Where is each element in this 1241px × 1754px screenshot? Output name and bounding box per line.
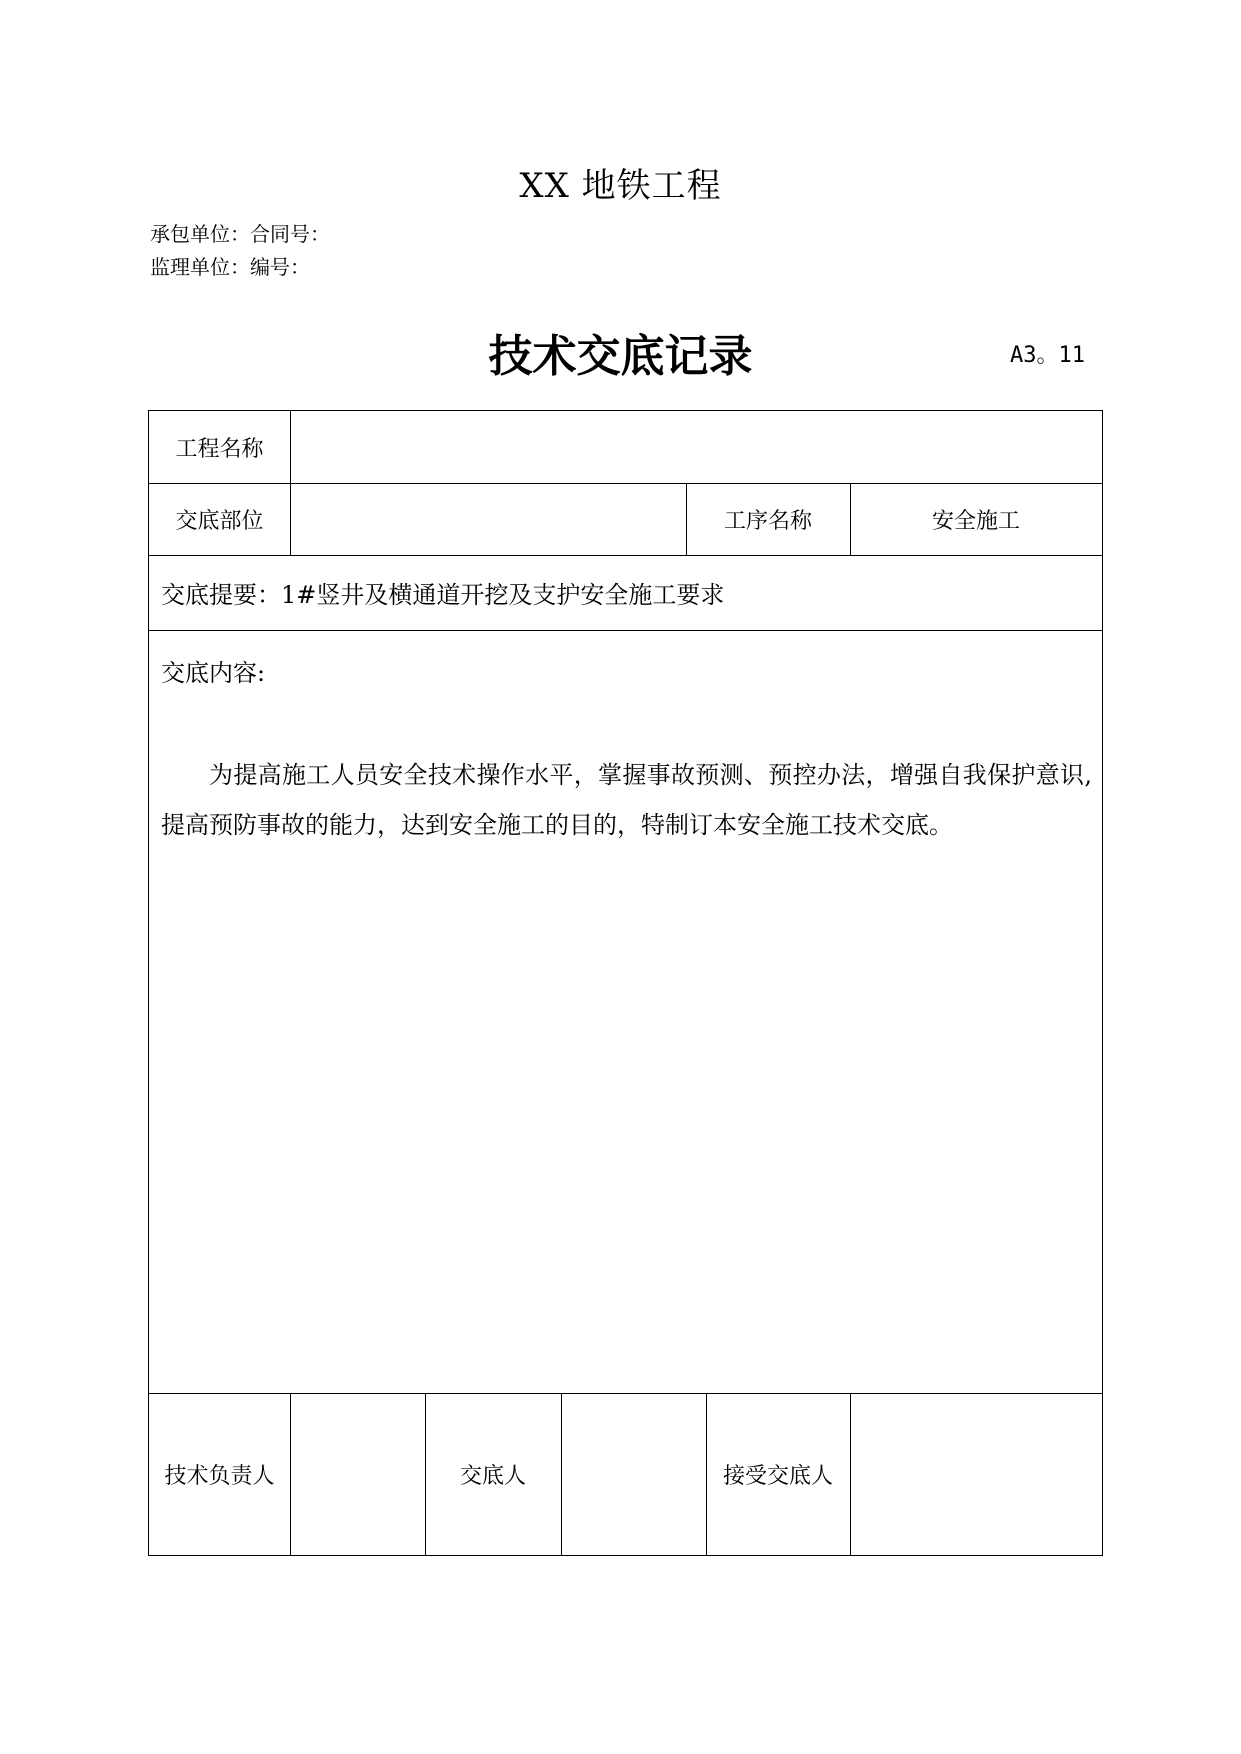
project-name-label: 工程名称 [175,436,264,462]
document-title: 技术交底记录 [488,331,753,382]
content-label: 交底内容: [161,659,266,687]
record-table [148,410,1103,1556]
summary-text: 交底提要：1#竖井及横通道开挖及支护安全施工要求 [161,581,725,609]
process-label: 工序名称 [723,508,812,534]
tech-lead-label: 技术负责人 [164,1463,275,1489]
receiver-label: 接受交底人 [722,1463,833,1489]
receiver-signature[interactable] [850,1393,1102,1555]
process-value[interactable]: 安全施工 [931,508,1020,534]
supervisor-line: 监理单位：编号： [150,255,310,279]
form-code: A3。11 [1010,343,1085,368]
content-area[interactable] [149,630,1102,1393]
tech-lead-signature[interactable] [290,1393,425,1555]
location-value[interactable] [290,483,686,555]
project-name-value[interactable] [290,411,1102,483]
contractor-line: 承包单位：合同号： [150,222,330,246]
content-body: 为提高施工人员安全技术操作水平，掌握事故预测、预控办法，增强自我保护意识,提高预防事故的能力，达到安全施工的目的，特制订本安全施工技术交底。 [161,761,1092,839]
presenter-signature[interactable] [561,1393,706,1555]
location-label: 交底部位 [175,508,264,534]
presenter-label: 交底人 [459,1463,526,1489]
project-title: XX 地铁工程 [519,166,722,206]
